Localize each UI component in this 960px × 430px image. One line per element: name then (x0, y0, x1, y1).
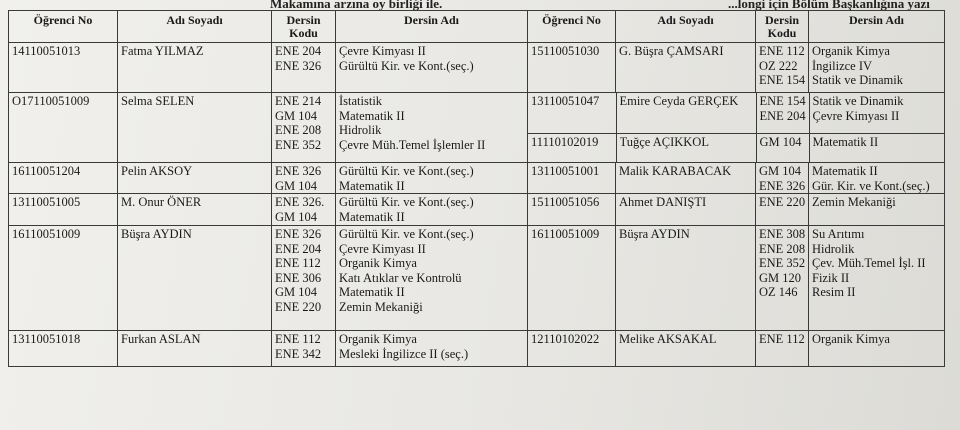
student-no: 16110051009 (9, 226, 118, 331)
student-name: Emire Ceyda GERÇEK (616, 93, 756, 133)
student-no: 13110051047 (531, 94, 600, 108)
course-names: Matematik II (809, 133, 945, 162)
student-no: 14110051013 (9, 43, 118, 93)
student-no: 11110102019 (528, 133, 616, 162)
student-name: M. Onur ÖNER (118, 194, 272, 226)
table-row (9, 163, 945, 194)
student-name: Selma SELEN (118, 93, 272, 163)
table-header-row (9, 11, 945, 43)
student-no: 13110051001 (528, 163, 616, 194)
student-no: 16110051009 (528, 226, 616, 331)
col-header-name-right: Adı Soyadı (616, 11, 756, 43)
course-codes: ENE 112 (756, 331, 809, 367)
course-codes: GM 104 (756, 133, 809, 162)
table-row (9, 226, 945, 331)
course-names: Matematik II Gür. Kir. ve Kont.(seç.) (809, 163, 945, 194)
course-codes: ENE 326 ENE 204 ENE 112 ENE 306 GM 104 ENE 220 (272, 226, 336, 331)
student-course-table (8, 10, 945, 367)
student-name: Büşra AYDIN (118, 226, 272, 331)
col-header-student-no: Öğrenci No (9, 11, 118, 43)
student-no: 15110051030 (528, 43, 616, 93)
course-names: Gürültü Kir. ve Kont.(seç.) Matematik II (336, 194, 528, 226)
student-name: Ahmet DANIŞTI (616, 194, 756, 226)
student-name: Büşra AYDIN (616, 226, 756, 331)
col-header-student-no-right: Öğrenci No (528, 11, 616, 43)
table-row (9, 93, 945, 163)
course-codes: ENE 214 GM 104 ENE 208 ENE 352 (272, 93, 336, 163)
student-name: Tuğçe AÇIKKOL (616, 133, 756, 162)
student-no: 13110051018 (9, 331, 118, 367)
course-codes: ENE 220 (756, 194, 809, 226)
table-row (9, 194, 945, 226)
table-row (528, 133, 945, 162)
student-name: Melike AKSAKAL (616, 331, 756, 367)
right-subtable (528, 93, 945, 162)
course-codes: ENE 112 ENE 342 (272, 331, 336, 367)
student-name: Furkan ASLAN (118, 331, 272, 367)
course-codes: ENE 326. GM 104 (272, 194, 336, 226)
course-names: Gürültü Kir. ve Kont.(seç.) Matematik II (336, 163, 528, 194)
course-names: İstatistik Matematik II Hidrolik Çevre Müh.Temel İşlemler II (336, 93, 528, 163)
student-no: 13110051005 (9, 194, 118, 226)
student-no: 12110102022 (528, 331, 616, 367)
student-no: 15110051056 (528, 194, 616, 226)
course-codes: ENE 154 ENE 204 (756, 93, 809, 133)
header-text-right: ...longi için Bölüm Başkanlığına yazı (728, 0, 930, 11)
col-header-course-name-right: Dersin Adı (809, 11, 945, 43)
course-codes: ENE 308 ENE 208 ENE 352 GM 120 OZ 146 (756, 226, 809, 331)
col-header-name: Adı Soyadı (118, 11, 272, 43)
student-name: Malik KARABACAK (616, 163, 756, 194)
student-name: G. Büşra ÇAMSARI (616, 43, 756, 93)
table-row (9, 43, 945, 93)
col-header-course-code-right: Dersin Kodu (756, 11, 809, 43)
course-codes: ENE 204 ENE 326 (272, 43, 336, 93)
course-codes: ENE 112 OZ 222 ENE 154 (756, 43, 809, 93)
course-names: Çevre Kimyası II Gürültü Kir. ve Kont.(seç.) (336, 43, 528, 93)
course-names: Statik ve Dinamik Çevre Kimyası II (809, 93, 945, 133)
course-codes: GM 104 ENE 326 (756, 163, 809, 194)
course-names: Gürültü Kir. ve Kont.(seç.) Çevre Kimyası II Organik Kimya Katı Atıklar ve Kontrolü Matematik II Zemin Mekaniği (336, 226, 528, 331)
course-names: Organik Kimya (809, 331, 945, 367)
student-name: Pelin AKSOY (118, 163, 272, 194)
course-codes: ENE 326 GM 104 (272, 163, 336, 194)
course-names: Zemin Mekaniği (809, 194, 945, 226)
col-header-course-code: Dersin Kodu (272, 11, 336, 43)
student-no: 16110051204 (9, 163, 118, 194)
course-names: Organik Kimya İngilizce IV Statik ve Dinamik (809, 43, 945, 93)
right-subtable-cell (528, 93, 945, 163)
col-header-course-name: Dersin Adı (336, 11, 528, 43)
header-text-left: Makamına arzına oy birliği ile. (270, 0, 443, 11)
course-names: Organik Kimya Mesleki İngilizce II (seç.) (336, 331, 528, 367)
table-row (528, 93, 945, 133)
course-names: Su Arıtımı Hidrolik Çev. Müh.Temel İşl. II Fizik II Resim II (809, 226, 945, 331)
table-row (9, 331, 945, 367)
student-name: Fatma YILMAZ (118, 43, 272, 93)
student-no: O17110051009 (9, 93, 118, 163)
